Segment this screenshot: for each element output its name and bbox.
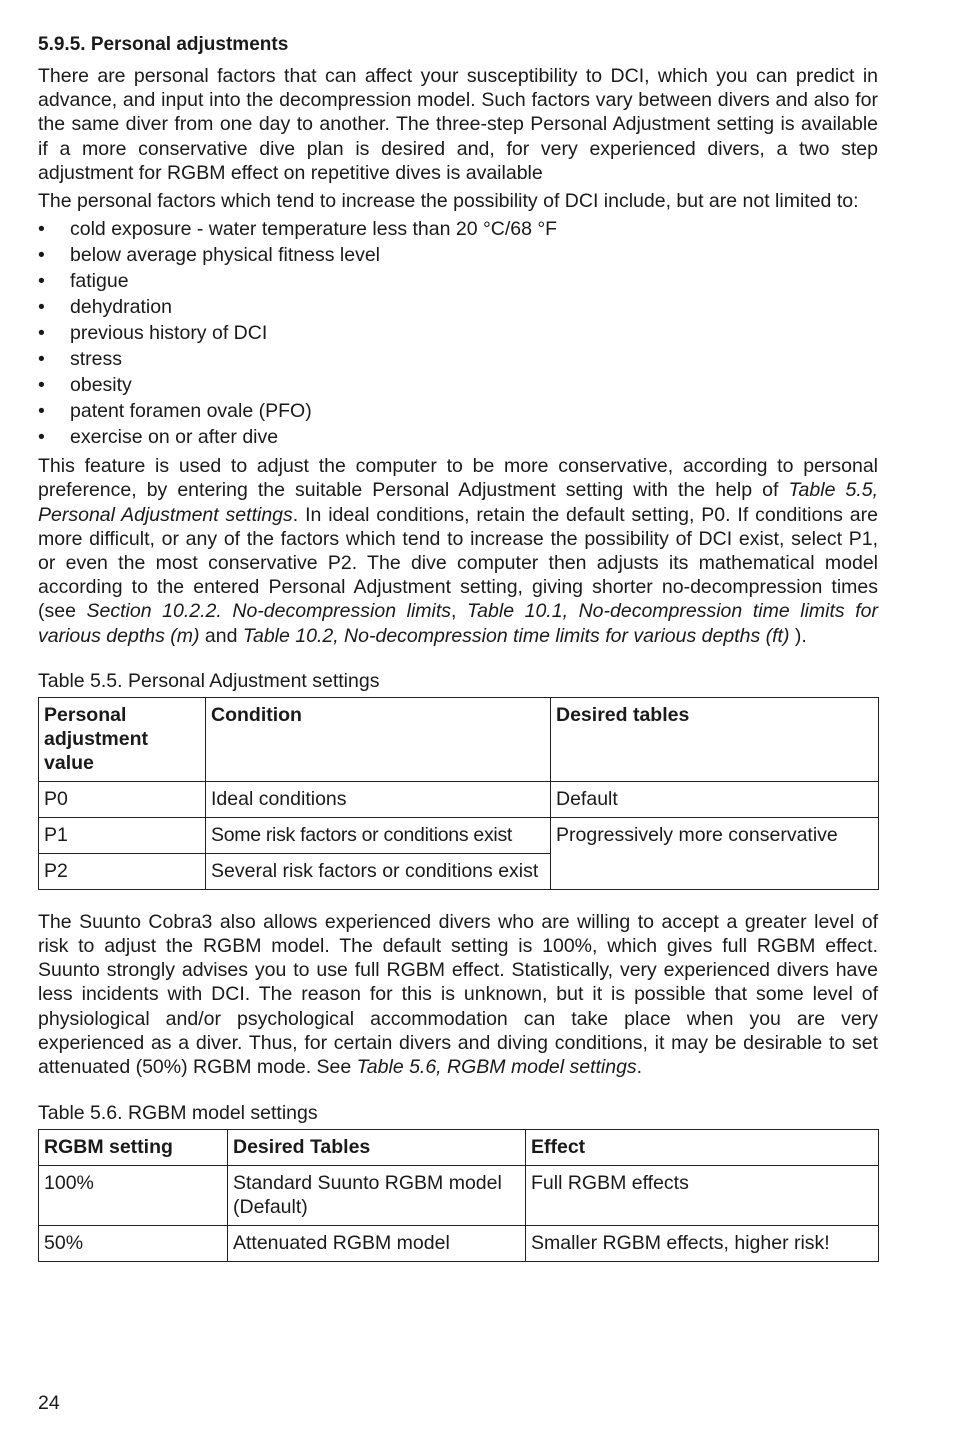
table-row — [39, 1166, 879, 1226]
section-10-2-2-link[interactable]: Section 10.2.2. No-decompression limits — [86, 600, 452, 623]
column-header: Effect — [526, 1130, 879, 1166]
page-number: 24 — [38, 1392, 60, 1414]
column-header: Desired tables — [551, 697, 879, 781]
table-cell: Smaller RGBM effects, higher risk! — [526, 1226, 879, 1262]
table-header-row — [39, 1130, 879, 1166]
intro-paragraph: There are personal factors that can affect your susceptibility to DCI, which you can predict in advance, and input into the decompression model. Such factors vary between divers and also for the same diver from one day to another. The three-step Personal Adjustment setting is available if a more conservative dive plan is desired and, for very experienced divers, a two step adjustment for RGBM effect on repetitive dives is available — [38, 65, 878, 184]
text-run: The Suunto Cobra3 also allows experienced divers who are willing to accept a greater level of risk to adjust the RGBM model. The default setting is 100%, which gives full RGBM effect. Suunto strongly advises you to use full RGBM effect. Statistically, very experienced divers have less incidents with DCI. The reason for this is unknown, but it is possible that some level of physiological and/or psychological accommodation can take place when you are very experienced as a diver. Thus, for certain divers and diving conditions, it may be desirable to set attenuated (50%) RGBM mode. See — [38, 910, 878, 1079]
table-5-5-link[interactable]: Table 5.5, Personal Adjustment settings — [38, 479, 879, 526]
text-run: . In ideal conditions, retain the default setting, P0. If conditions are more difficult, or any of the factors which tend to increase the possibility of DCI exist, select P1, or even the most conservative P2. The dive computer then adjusts its mathematical model according to the entered Personal Adjustment setting, giving shorter no-decompression times (see — [38, 503, 878, 623]
table-cell: Full RGBM effects — [526, 1166, 879, 1226]
text-run: This feature is used to adjust the computer to be more conservative, according to personal preference, by entering the suitable Personal Adjustment setting with the help of — [38, 455, 878, 502]
table-cell: Attenuated RGBM model — [228, 1226, 526, 1262]
table-cell: P0 — [39, 781, 206, 817]
list-item: • below average physical fitness level — [38, 242, 878, 268]
list-item: • fatigue — [38, 268, 878, 294]
column-header: Desired Tables — [228, 1130, 526, 1166]
column-header: RGBM setting — [39, 1130, 228, 1166]
table-cell: Progressively more conservative — [551, 817, 879, 889]
dci-factors-list — [38, 216, 878, 450]
feature-paragraph — [38, 454, 878, 648]
table-cell: P2 — [39, 853, 206, 889]
factors-intro-paragraph: The personal factors which tend to increase the possibility of DCI include, but are not limited to: — [38, 190, 859, 213]
column-header: Personal adjustment value — [39, 697, 206, 781]
list-item: • dehydration — [38, 294, 878, 320]
list-item: • patent foramen ovale (PFO) — [38, 398, 878, 424]
text-run: . — [636, 1056, 643, 1079]
text-run: ). — [789, 624, 807, 647]
text-run: and — [199, 624, 243, 647]
table-row — [39, 817, 879, 853]
table-row — [39, 1226, 879, 1262]
column-header: Condition — [206, 697, 551, 781]
list-item: • exercise on or after dive — [38, 424, 878, 450]
list-item: • cold exposure - water temperature less than 20 °C/68 °F — [38, 216, 878, 242]
table-5-5-caption: Table 5.5. Personal Adjustment settings — [38, 669, 380, 692]
table-5-6-caption: Table 5.6. RGBM model settings — [38, 1102, 318, 1125]
table-cell: Some risk factors or conditions exist — [206, 817, 551, 853]
table-5-6-link[interactable]: Table 5.6, RGBM model settings — [356, 1056, 637, 1079]
section-heading: 5.9.5. Personal adjustments — [38, 34, 289, 55]
table-cell: 50% — [39, 1226, 228, 1262]
text-run: , — [451, 600, 468, 623]
list-item: • previous history of DCI — [38, 320, 878, 346]
table-10-2-link[interactable]: Table 10.2, No-decompression time limits for various depths (ft) — [242, 624, 790, 647]
personal-adjustment-table — [38, 697, 879, 890]
table-10-1-link[interactable]: Table 10.1, No-decompression time limits for various depths (m) — [38, 600, 878, 647]
table-cell: P1 — [39, 817, 206, 853]
list-item: • obesity — [38, 372, 878, 398]
list-item: • stress — [38, 346, 878, 372]
rgbm-paragraph — [38, 910, 878, 1079]
table-header-row — [39, 697, 879, 781]
table-row — [39, 781, 879, 817]
table-cell: Ideal conditions — [206, 781, 551, 817]
table-cell: Standard Suunto RGBM model (Default) — [228, 1166, 526, 1226]
table-cell: 100% — [39, 1166, 228, 1226]
rgbm-settings-table — [38, 1129, 879, 1262]
table-cell: Several risk factors or conditions exist — [206, 853, 551, 889]
table-cell: Default — [551, 781, 879, 817]
document-page — [38, 33, 878, 1262]
